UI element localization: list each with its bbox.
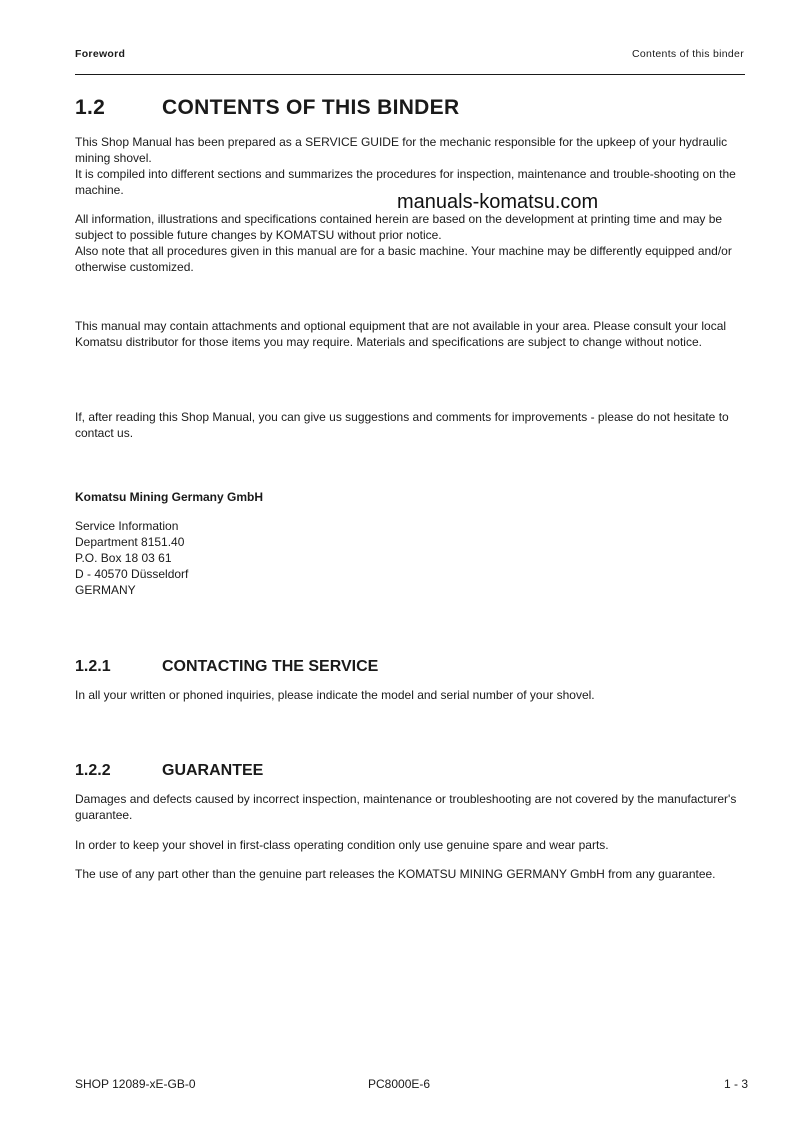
intro-paragraph-2 xyxy=(75,211,747,275)
address-line: Department 8151.40 xyxy=(75,535,185,549)
address-line: D - 40570 Düsseldorf xyxy=(75,567,189,581)
watermark: manuals-komatsu.com xyxy=(397,191,599,213)
address-line: GERMANY xyxy=(75,583,136,597)
intro-p1-line-2: It is compiled into different sections and summarizes the procedures for inspection, maintenance and trouble-shooting on the machine. xyxy=(75,167,736,197)
intro-p1-line-1: This Shop Manual has been prepared as a SERVICE GUIDE for the mechanic responsible for the upkeep of your hydraulic mining shovel. xyxy=(75,135,728,165)
intro-p2-line-2: Also note that all procedures given in this manual are for a basic machine. Your machine may be differently equipped and/or otherwise customized. xyxy=(75,244,732,274)
intro-paragraph-3: This manual may contain attachments and optional equipment that are not available in your area. Please consult your local Komatsu distributor for those items you may require. Materials and specifications are subject to change without notice. xyxy=(75,319,727,349)
address-line: Service Information xyxy=(75,519,179,533)
guarantee-paragraph-1: Damages and defects caused by incorrect inspection, maintenance or troubleshooting are not covered by the manufacturer's guarantee. xyxy=(75,792,737,822)
address-line: P.O. Box 18 03 61 xyxy=(75,551,172,565)
company-address xyxy=(75,518,188,598)
section-title: CONTENTS OF THIS BINDER xyxy=(162,96,460,119)
contacting-title: CONTACTING THE SERVICE xyxy=(162,658,379,675)
footer-model: PC8000E-6 xyxy=(368,1077,431,1091)
contacting-text: In all your written or phoned inquiries, please indicate the model and serial number of your shovel. xyxy=(75,688,595,702)
company-name: Komatsu Mining Germany GmbH xyxy=(75,490,264,504)
footer-document-id: SHOP 12089-xE-GB-0 xyxy=(75,1077,196,1091)
guarantee-paragraph-2: In order to keep your shovel in first-class operating condition only use genuine spare and wear parts. xyxy=(75,838,609,852)
intro-p2-line-1: All information, illustrations and specifications contained herein are based on the development at printing time and may be subject to possible future changes by KOMATSU without prior notice. xyxy=(75,212,723,242)
header-divider xyxy=(75,74,745,75)
guarantee-title: GUARANTEE xyxy=(162,762,264,779)
header-topic-label: Contents of this binder xyxy=(632,48,744,60)
footer-page-number: 1 - 3 xyxy=(723,1077,748,1091)
intro-paragraph-4: If, after reading this Shop Manual, you can give us suggestions and comments for improvements - please do not hesitate to contact us. xyxy=(75,410,729,440)
intro-paragraph-1 xyxy=(75,134,747,198)
header-section-label: Foreword xyxy=(75,48,126,60)
guarantee-paragraph-3: The use of any part other than the genuine part releases the KOMATSU MINING GERMANY GmbH from any guarantee. xyxy=(75,867,716,881)
contacting-number: 1.2.1 xyxy=(75,658,111,675)
section-number: 1.2 xyxy=(75,96,106,119)
guarantee-number: 1.2.2 xyxy=(75,762,111,779)
